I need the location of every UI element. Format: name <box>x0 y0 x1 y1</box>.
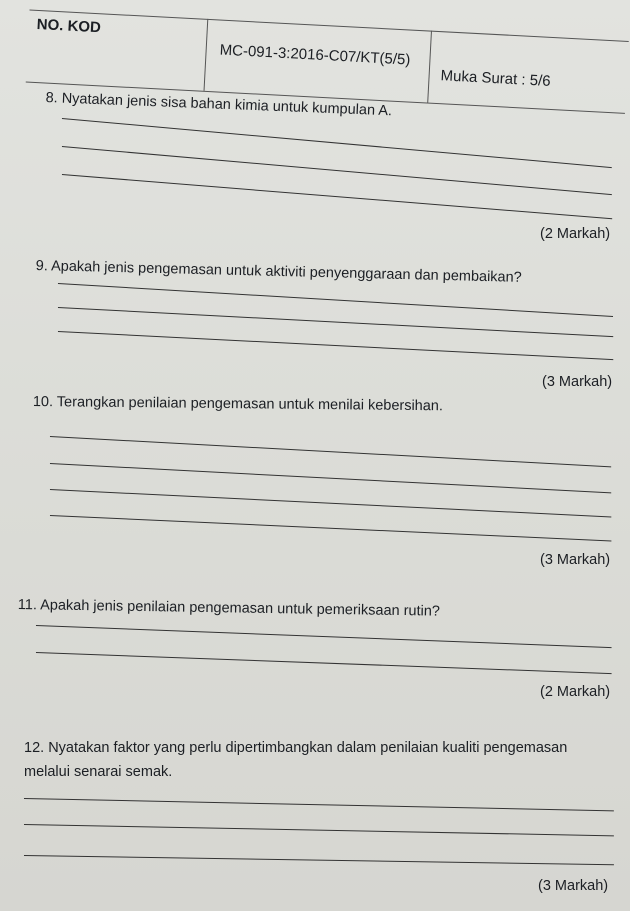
marks-label: (3 Markah) <box>538 878 609 894</box>
question-number: 9. <box>35 257 49 275</box>
marks-label: (2 Markah) <box>540 226 611 242</box>
question-9 <box>36 256 522 288</box>
question-text: Apakah jenis pengemasan untuk aktiviti penyenggaraan dan pembaikan? <box>50 258 522 286</box>
answer-line <box>24 824 614 837</box>
answer-line <box>58 331 613 361</box>
header-top-border <box>29 10 628 42</box>
answer-line <box>50 436 611 468</box>
question-number: 10. <box>32 393 54 411</box>
marks-label: (2 Markah) <box>540 684 611 700</box>
course-code: MC-091-3:2016-C07/KT(5/5) <box>219 41 411 69</box>
question-11 <box>18 595 440 622</box>
header-divider-1 <box>204 19 209 91</box>
marks-label: (3 Markah) <box>540 552 611 568</box>
question-12 <box>24 736 614 784</box>
marks-label: (3 Markah) <box>542 374 613 390</box>
question-number: 12. <box>24 740 45 756</box>
answer-line <box>36 625 612 649</box>
question-number: 11. <box>17 596 38 614</box>
answer-line <box>24 798 614 812</box>
page-number: Muka Surat : 5/6 <box>440 67 552 90</box>
answer-line <box>36 652 612 674</box>
answer-line <box>62 174 612 220</box>
question-10 <box>33 392 443 416</box>
answer-line <box>50 463 611 494</box>
question-number: 8. <box>45 89 59 107</box>
header-divider-2 <box>427 31 432 103</box>
answer-line <box>62 146 612 195</box>
answer-line <box>24 855 614 866</box>
question-text: Nyatakan faktor yang perlu dipertimbangkan dalam penilaian kualiti pengemasan melalui senarai semak. <box>24 740 568 780</box>
answer-line <box>50 515 611 542</box>
question-text: Nyatakan jenis sisa bahan kimia untuk kumpulan A. <box>61 90 393 120</box>
no-kod-label: NO. KOD <box>36 15 102 37</box>
question-text: Terangkan penilaian pengemasan untuk menilai kebersihan. <box>56 394 444 415</box>
answer-line <box>50 489 611 518</box>
question-text: Apakah jenis penilaian pengemasan untuk pemeriksaan rutin? <box>40 597 441 620</box>
